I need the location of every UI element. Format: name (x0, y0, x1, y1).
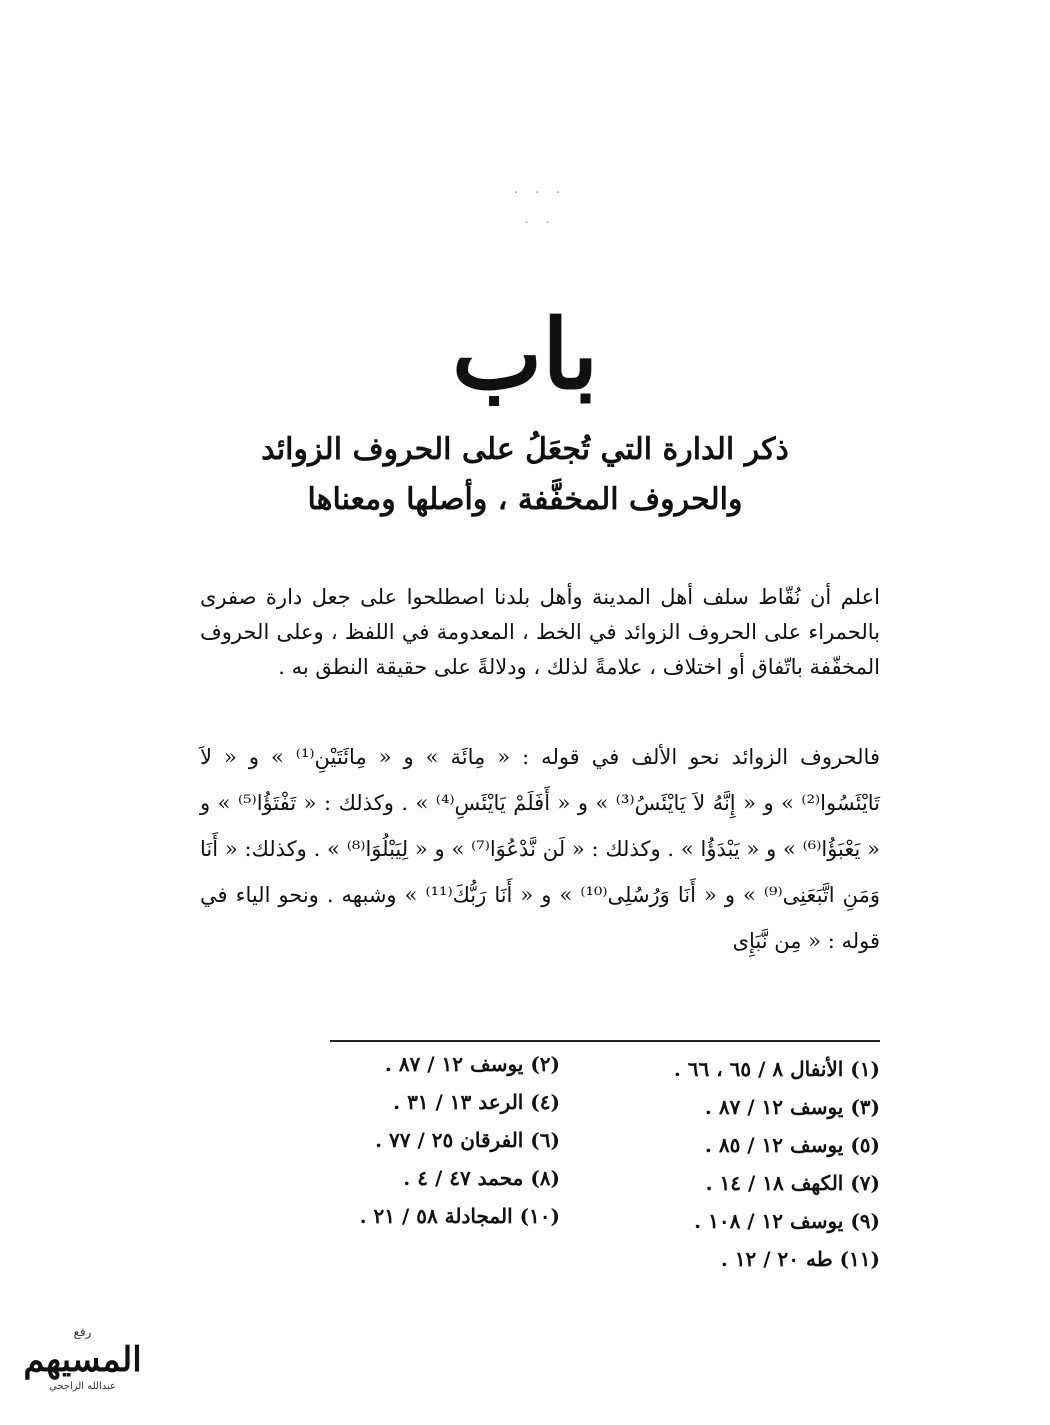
footnotes-right-column (620, 1050, 880, 1278)
footnote-divider (330, 1040, 880, 1042)
footnote: (٤) الرعد ١٣ / ٣١ . (393, 1090, 560, 1114)
stamp-main-text: المسيهم (23, 1340, 142, 1380)
footnote: (٦) الفرقان ٢٥ / ٧٧ . (375, 1128, 560, 1152)
footnote: (٥) يوسف ١٢ / ٨٥ . (704, 1133, 880, 1157)
footnotes-left-column (330, 1045, 560, 1235)
faint-marks: · · · · · (513, 185, 567, 231)
chapter-subtitle-line-1: ذكر الدارة التي تُجعَلُ على الحروف الزوائد (261, 432, 789, 467)
paragraph-text: اعلم أن نُقّاط سلف أهل المدينة وأهل بلدنا اصطلحوا على جعل دارة صفرى بالحمراء على الحروف الزوائد في الخط ، المعدومة في اللفظ ، وعلى الحروف المخفّفة باتّفاق أو اختلاف ، علامةً لذلك ، ودلالةً على حقيقة النطق به . (200, 585, 880, 679)
footnote: (١٠) المجادلة ٥٨ / ٢١ . (359, 1204, 560, 1228)
footnote: (٢) يوسف ١٢ / ٨٧ . (384, 1052, 560, 1076)
paragraph-text: فالحروف الزوائد نحو الألف في قوله : « مِائَة » و « مِائَتَيْنِ⁽¹⁾ » و « لاَ تَايْئَسُوا⁽²⁾ » و « إِنَّهُ لاَ يَايْئَسُ⁽³⁾ » و « أَفَلَمْ يَايْئَسِ⁽⁴⁾ » . وكذلك : « تَفْتَؤُا⁽⁵⁾ » و « يَعْبَؤُا⁽⁶⁾ » و « يَبْدَؤُا » . وكذلك : « لَن نَّدْعُوَا⁽⁷⁾ » و « لِيَبْلُوَا⁽⁸⁾ » . وكذلك: « أَنَا وَمَنِ اتَّبَعَنِى⁽⁹⁾ » و « أَنَا وَرُسُلِى⁽¹⁰⁾ » و « أَنَا رَبُّكَ⁽¹¹⁾ » وشبهه . ونحو الياء في قوله : « مِن نَّبَإِى (200, 745, 881, 953)
watermark-stamp (10, 1325, 155, 1410)
footnote: (٨) محمد ٤٧ / ٤ . (403, 1166, 560, 1190)
footnote: (٣) يوسف ١٢ / ٨٧ . (704, 1095, 880, 1119)
footnote: (٧) الكهف ١٨ / ١٤ . (705, 1171, 880, 1195)
chapter-title: باب (451, 298, 599, 411)
body-paragraph-2 (200, 734, 880, 964)
stamp-sub-text: عبدالله الراجحي (48, 1381, 116, 1392)
footnote: (٩) يوسف ١٢ / ١٠٨ . (694, 1209, 880, 1233)
body-paragraph-1 (200, 580, 880, 685)
stamp-top-text: رفع (73, 1325, 92, 1339)
chapter-subtitle-line-2: والحروف المخفَّفة ، وأصلها ومعناها (307, 482, 743, 517)
footnote: (١) الأنفال ٨ / ٦٥ ، ٦٦ . (673, 1057, 880, 1081)
footnote: (١١) طه ٢٠ / ١٢ . (720, 1247, 880, 1271)
